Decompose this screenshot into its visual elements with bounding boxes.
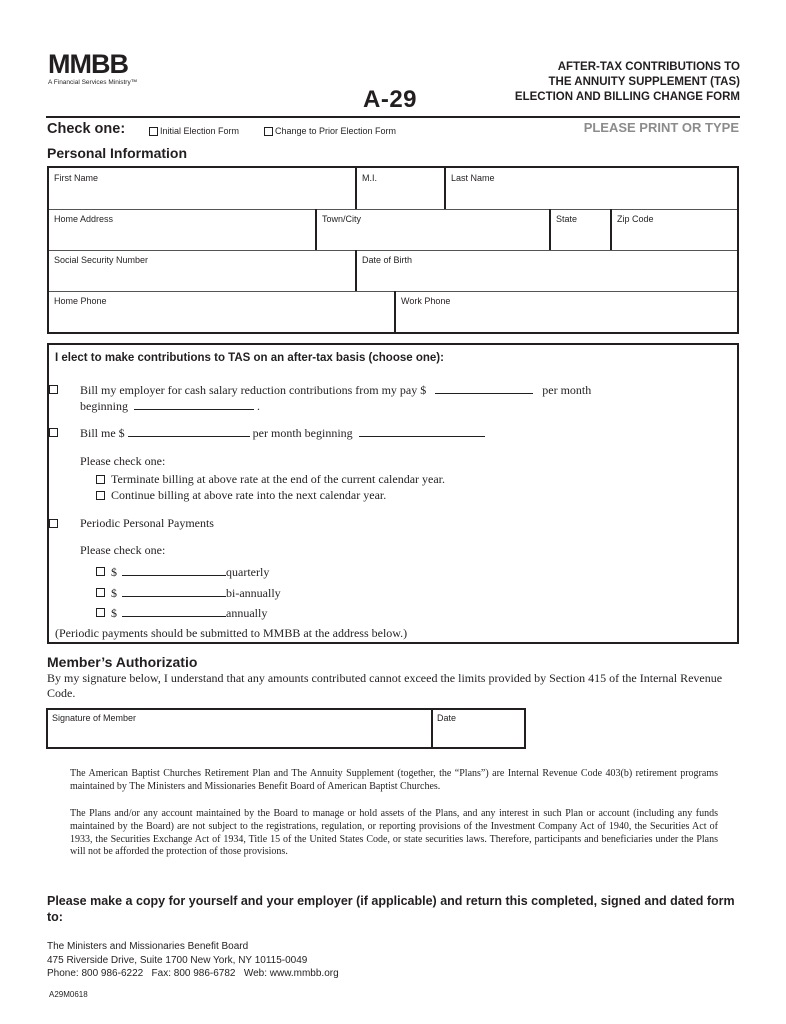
terminate-billing-label: Terminate billing at above rate at the end of the current calendar year. bbox=[111, 472, 446, 486]
field-label: Home Phone bbox=[54, 296, 107, 306]
option-text: beginning bbox=[80, 399, 128, 413]
authorization-statement: By my signature below, I understand that any amounts contributed cannot exceed the limits provided by Section 415 of the Internal Revenue Code. bbox=[47, 671, 723, 700]
address-line: 475 Riverside Drive, Suite 1700 New York, NY 10115-0049 bbox=[47, 954, 308, 966]
form-code: A29M0618 bbox=[49, 990, 88, 999]
authorization-title: Member’s Authorizatio bbox=[47, 654, 198, 670]
last-name-input[interactable] bbox=[451, 186, 732, 206]
securities-disclaimer: The Plans and/or any account maintained by the Board to manage or hold assets of the Plans, and any interest in such Plan or account (including any funds maintained by the Board) are not subject to the registrations, regulation, or reporting provisions of the Investment Company Act of 1940, the Securities Act of 1933, the Securities Exchange Act of 1934, Title 15 of the United States Code, or state securities laws. Therefore, participants and beneficiaries under the Plans will not be afforded the protection of those provisions. bbox=[70, 808, 718, 858]
continue-billing-checkbox[interactable] bbox=[96, 491, 105, 500]
periodic-payments-label: Periodic Personal Payments bbox=[80, 516, 214, 530]
form-title-line: AFTER-TAX CONTRIBUTIONS TO bbox=[557, 61, 740, 73]
state-field bbox=[551, 209, 612, 250]
checkbox-icon[interactable] bbox=[149, 127, 158, 136]
town-city-field bbox=[317, 209, 551, 250]
bill-me-amount-blank[interactable] bbox=[128, 425, 250, 437]
continue-billing-label: Continue billing at above rate into the next calendar year. bbox=[111, 488, 387, 502]
frequency-label: bi-annually bbox=[226, 586, 281, 600]
first-name-field bbox=[49, 168, 357, 209]
logo-tagline: A Financial Services Ministry™ bbox=[48, 79, 138, 86]
employer-amount-blank[interactable] bbox=[435, 382, 533, 394]
field-label: Town/City bbox=[322, 214, 362, 224]
dob-field bbox=[357, 250, 737, 291]
field-label: First Name bbox=[54, 173, 99, 183]
periodic-payments-note: (Periodic payments should be submitted to MMBB at the address below.) bbox=[55, 626, 408, 640]
field-label: Zip Code bbox=[617, 214, 654, 224]
signature-field[interactable] bbox=[48, 710, 433, 747]
annually-option bbox=[111, 605, 267, 621]
field-label: Social Security Number bbox=[54, 255, 149, 265]
ssn-input[interactable] bbox=[54, 268, 350, 288]
return-instructions: Please make a copy for yourself and your employer (if applicable) and return this completed, signed and dated form to: bbox=[47, 894, 735, 924]
last-name-field bbox=[446, 168, 737, 209]
annually-amount-blank[interactable] bbox=[122, 605, 226, 617]
dob-input[interactable] bbox=[362, 268, 732, 288]
home-phone-field bbox=[49, 291, 396, 332]
form-title bbox=[515, 60, 740, 105]
bill-me-start-date-blank[interactable] bbox=[359, 425, 485, 437]
state-input[interactable] bbox=[556, 227, 605, 247]
change-election-option[interactable] bbox=[264, 126, 396, 136]
option-text: per month beginning bbox=[252, 426, 353, 440]
option-text: Bill my employer for cash salary reduction contributions from my pay $ bbox=[80, 383, 427, 397]
form-title-line: ELECTION AND BILLING CHANGE FORM bbox=[514, 91, 740, 103]
form-title-line: THE ANNUITY SUPPLEMENT (TAS) bbox=[548, 76, 740, 88]
quarterly-amount-blank[interactable] bbox=[122, 564, 226, 576]
phone-row bbox=[49, 291, 737, 332]
ssn-field bbox=[49, 250, 357, 291]
bill-me-option bbox=[80, 425, 730, 441]
initial-election-option[interactable] bbox=[149, 126, 239, 136]
checkbox-icon[interactable] bbox=[264, 127, 273, 136]
field-label: Home Address bbox=[54, 214, 114, 224]
field-label: State bbox=[556, 214, 578, 224]
field-label: Date bbox=[437, 713, 457, 723]
check-one-label: Check one: bbox=[47, 121, 126, 137]
option-label: Change to Prior Election Form bbox=[275, 126, 397, 136]
option-text: per month bbox=[542, 383, 592, 397]
field-label: M.I. bbox=[362, 173, 377, 183]
work-phone-field bbox=[396, 291, 737, 332]
bill-me-checkbox[interactable] bbox=[49, 428, 58, 437]
quarterly-option bbox=[111, 564, 269, 580]
bi-annually-checkbox[interactable] bbox=[96, 588, 105, 597]
name-row bbox=[49, 168, 737, 210]
ssn-dob-row bbox=[49, 250, 737, 292]
field-label: Signature of Member bbox=[52, 713, 137, 723]
header-divider bbox=[46, 116, 740, 118]
signature-box bbox=[46, 708, 526, 749]
zip-code-input[interactable] bbox=[617, 227, 732, 247]
home-address-field bbox=[49, 209, 317, 250]
option-text: Bill me $ bbox=[80, 426, 125, 440]
employer-start-date-blank[interactable] bbox=[134, 398, 254, 410]
signature-date-field[interactable] bbox=[433, 710, 524, 747]
contact-line: Phone: 800 986-6222 Fax: 800 986-6782 Web: www.mmbb.org bbox=[47, 968, 339, 980]
employer-billing-checkbox[interactable] bbox=[49, 385, 58, 394]
home-address-input[interactable] bbox=[54, 227, 310, 247]
periodic-payments-checkbox[interactable] bbox=[49, 519, 58, 528]
field-label: Date of Birth bbox=[362, 255, 413, 265]
field-label: Work Phone bbox=[401, 296, 451, 306]
bi-annually-amount-blank[interactable] bbox=[122, 585, 226, 597]
mi-input[interactable] bbox=[362, 186, 439, 206]
dollar-sign: $ bbox=[111, 606, 117, 620]
personal-info-title: Personal Information bbox=[47, 145, 188, 161]
frequency-label: annually bbox=[226, 606, 268, 620]
zip-code-field bbox=[612, 209, 737, 250]
plans-disclaimer: The American Baptist Churches Retirement Plan and The Annuity Supplement (together, the “Plans”) are Internal Revenue Code 403(b) retirement programs maintained by The Ministers and Missionaries Benefit Board of American Baptist Churches. bbox=[70, 768, 718, 792]
work-phone-input[interactable] bbox=[401, 309, 732, 329]
dollar-sign: $ bbox=[111, 565, 117, 579]
employer-billing-option bbox=[80, 382, 730, 414]
form-number: A-29 bbox=[363, 86, 418, 113]
print-notice: PLEASE PRINT OR TYPE bbox=[583, 120, 739, 135]
dollar-sign: $ bbox=[111, 586, 117, 600]
frequency-label: quarterly bbox=[226, 565, 270, 579]
mmbb-logo: MMBB bbox=[48, 49, 128, 79]
first-name-input[interactable] bbox=[54, 186, 350, 206]
terminate-billing-checkbox[interactable] bbox=[96, 475, 105, 484]
quarterly-checkbox[interactable] bbox=[96, 567, 105, 576]
annually-checkbox[interactable] bbox=[96, 608, 105, 617]
town-city-input[interactable] bbox=[322, 227, 544, 247]
option-label: Initial Election Form bbox=[160, 126, 240, 136]
address-line: The Ministers and Missionaries Benefit Board bbox=[47, 941, 249, 952]
bill-me-please-check: Please check one: bbox=[80, 454, 166, 468]
bi-annually-option bbox=[111, 585, 281, 601]
option-text: . bbox=[257, 399, 260, 413]
mailing-address bbox=[47, 940, 339, 981]
home-phone-input[interactable] bbox=[54, 309, 389, 329]
address-row bbox=[49, 209, 737, 251]
field-label: Last Name bbox=[451, 173, 495, 183]
personal-info-grid bbox=[47, 166, 739, 334]
mi-field bbox=[357, 168, 446, 209]
election-heading: I elect to make contributions to TAS on an after-tax basis (choose one): bbox=[55, 352, 444, 364]
periodic-please-check: Please check one: bbox=[80, 543, 166, 557]
